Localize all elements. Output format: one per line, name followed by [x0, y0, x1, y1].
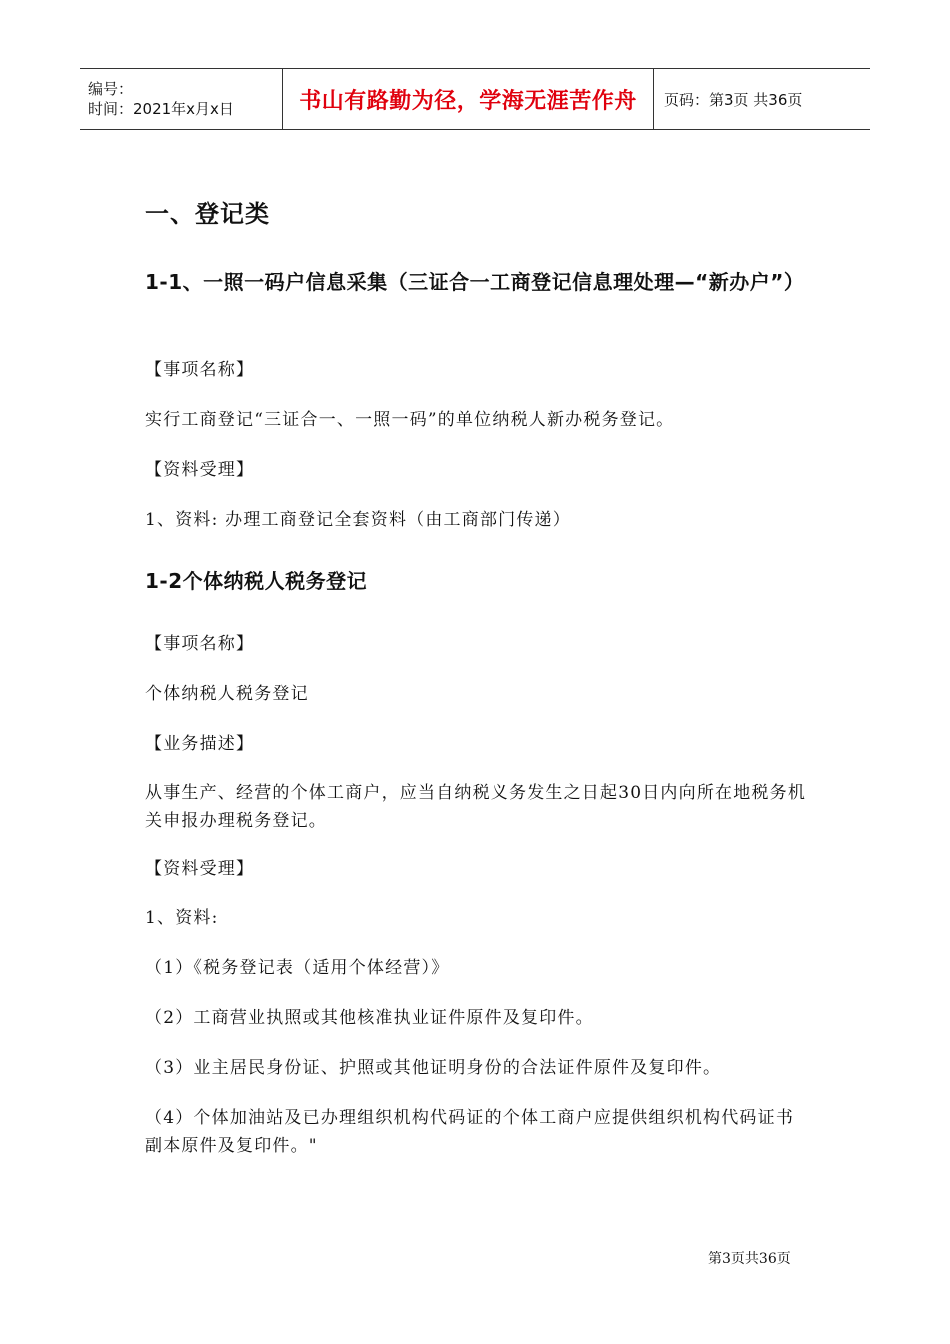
item2-desc: 从事生产、经营的个体工商户，应当自纳税义务发生之日起30日内向所在地税务机关申报办理税务登记。 — [145, 783, 807, 831]
item2-title: 1-2个体纳税人税务登记 — [145, 569, 368, 593]
page-footer: 第3页共36页 — [708, 1251, 791, 1267]
item2-accept-label: 【资料受理】 — [145, 859, 255, 879]
item1-name: 实行工商登记“三证合一、一照一码”的单位纳税人新办税务登记。 — [145, 410, 675, 430]
item2-material-1: （1）《税务登记表（适用个体经营）》 — [145, 958, 450, 978]
item1-accept-label: 【资料受理】 — [145, 460, 255, 480]
item2-material-2: （2）工商营业执照或其他核准执业证件原件及复印件。 — [145, 1008, 594, 1028]
item2-name: 个体纳税人税务登记 — [145, 684, 309, 704]
document-header — [80, 68, 870, 130]
item2-material-4: （4）个体加油站及已办理组织机构代码证的个体工商户应提供组织机构代码证书副本原件及复印件。" — [145, 1108, 795, 1156]
item2-material-3: （3）业主居民身份证、护照或其他证明身份的合法证件原件及复印件。 — [145, 1058, 722, 1078]
section-title: 一、登记类 — [145, 200, 270, 228]
number-label: 编号： — [88, 80, 134, 98]
item2-desc-label: 【业务描述】 — [145, 734, 255, 754]
time-label: 时间：2021年x月x日 — [88, 100, 234, 118]
item1-name-label: 【事项名称】 — [145, 360, 255, 380]
header-page-info: 页码：第3页 共36页 — [664, 90, 803, 109]
item1-title: 1-1、一照一码户信息采集（三证合一工商登记信息理处理—“新办户”） — [145, 270, 805, 294]
item2-material-label: 1、资料: — [145, 908, 219, 928]
header-motto: 书山有路勤为径，学海无涯苦作舟 — [282, 69, 654, 129]
item2-name-label: 【事项名称】 — [145, 634, 255, 654]
item1-material: 1、资料: 办理工商登记全套资料（由工商部门传递） — [145, 510, 571, 530]
header-meta — [80, 69, 282, 129]
